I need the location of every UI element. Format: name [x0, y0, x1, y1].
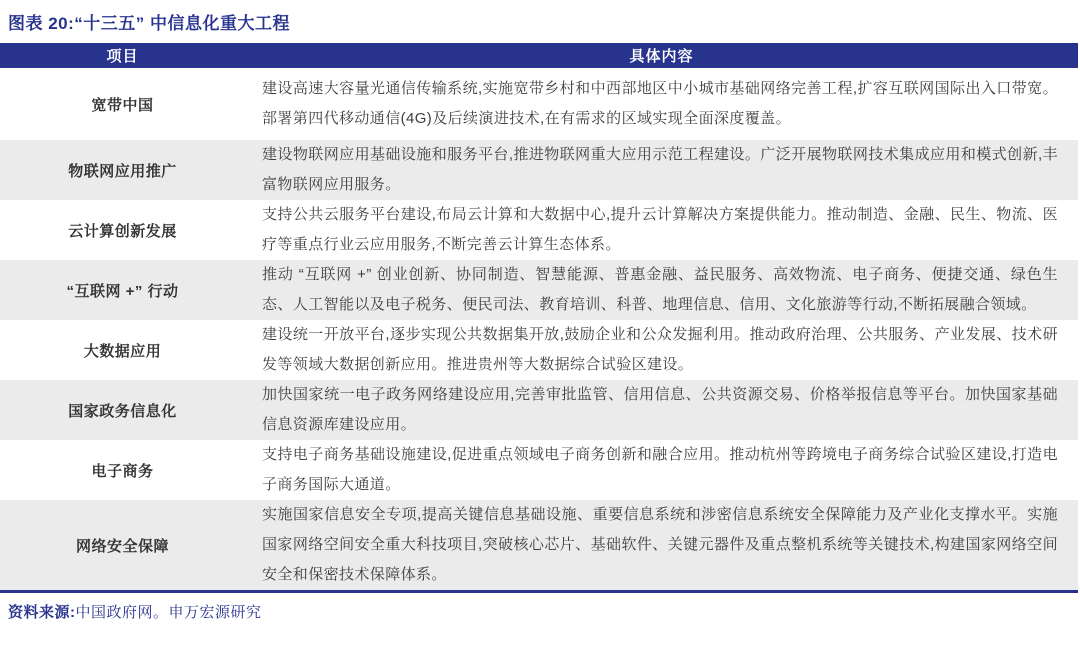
content-cell: 建设统一开放平台,逐步实现公共数据集开放,鼓励企业和公众发掘利用。推动政府治理、公共服务、产业发展、技术研发等领域大数据创新应用。推进贵州等大数据综合试验区建设。: [262, 326, 1058, 373]
source-label: 资料来源:: [8, 604, 76, 621]
table-header: [0, 43, 1078, 68]
content-cell: 实施国家信息安全专项,提高关键信息基础设施、重要信息系统和涉密信息系统安全保障能力及产业化支撑水平。实施国家网络空间安全重大科技项目,突破核心芯片、基础软件、关键元器件及重点整机系统等关键技术,构建国家网络空间安全和保密技术保障体系。: [262, 506, 1058, 583]
table-header-row: [0, 43, 1078, 68]
table-row: [0, 260, 1078, 320]
project-cell: 物联网应用推广: [68, 162, 177, 180]
content-cell: 支持电子商务基础设施建设,促进重点领域电子商务创新和融合应用。推动杭州等跨境电子商务综合试验区建设,打造电子商务国际大通道。: [262, 446, 1058, 493]
column-header-content: 具体内容: [245, 43, 1078, 68]
source-line: [0, 593, 1080, 622]
project-cell: “互联网 +” 行动: [66, 282, 179, 300]
project-cell: 电子商务: [91, 462, 154, 480]
source-text: 中国政府网。申万宏源研究: [75, 604, 262, 621]
figure-title: 图表 20:“十三五” 中信息化重大工程: [8, 14, 291, 33]
content-cell: 推动 “互联网 +” 创业创新、协同制造、智慧能源、普惠金融、益民服务、高效物流、电子商务、便捷交通、绿色生态、人工智能以及电子税务、便民司法、教育培训、科普、地理信息、信用、文化旅游等行动,不断拓展融合领域。: [262, 266, 1058, 313]
table-row: [0, 440, 1078, 500]
table-row: [0, 320, 1078, 380]
table-body: [0, 68, 1078, 590]
content-cell: 建设高速大容量光通信传输系统,实施宽带乡村和中西部地区中小城市基础网络完善工程,扩容互联网国际出入口带宽。部署第四代移动通信(4G)及后续演进技术,在有需求的区域实现全面深度覆盖。: [262, 80, 1058, 127]
table-row: [0, 200, 1078, 260]
project-cell: 国家政务信息化: [68, 402, 177, 420]
table-row: [0, 68, 1078, 140]
projects-table: [0, 43, 1078, 590]
project-cell: 宽带中国: [91, 96, 154, 114]
content-cell: 加快国家统一电子政务网络建设应用,完善审批监管、信用信息、公共资源交易、价格举报信息等平台。加快国家基础信息资源库建设应用。: [262, 386, 1058, 433]
table-row: [0, 140, 1078, 200]
content-cell: 支持公共云服务平台建设,布局云计算和大数据中心,提升云计算解决方案提供能力。推动制造、金融、民生、物流、医疗等重点行业云应用服务,不断完善云计算生态体系。: [262, 206, 1058, 253]
project-cell: 云计算创新发展: [68, 222, 177, 240]
table-row: [0, 380, 1078, 440]
column-header-project: 项目: [0, 43, 245, 68]
project-cell: 网络安全保障: [75, 537, 169, 555]
project-cell: 大数据应用: [83, 342, 162, 360]
content-cell: 建设物联网应用基础设施和服务平台,推进物联网重大应用示范工程建设。广泛开展物联网技术集成应用和模式创新,丰富物联网应用服务。: [262, 146, 1058, 193]
table-row: [0, 500, 1078, 590]
